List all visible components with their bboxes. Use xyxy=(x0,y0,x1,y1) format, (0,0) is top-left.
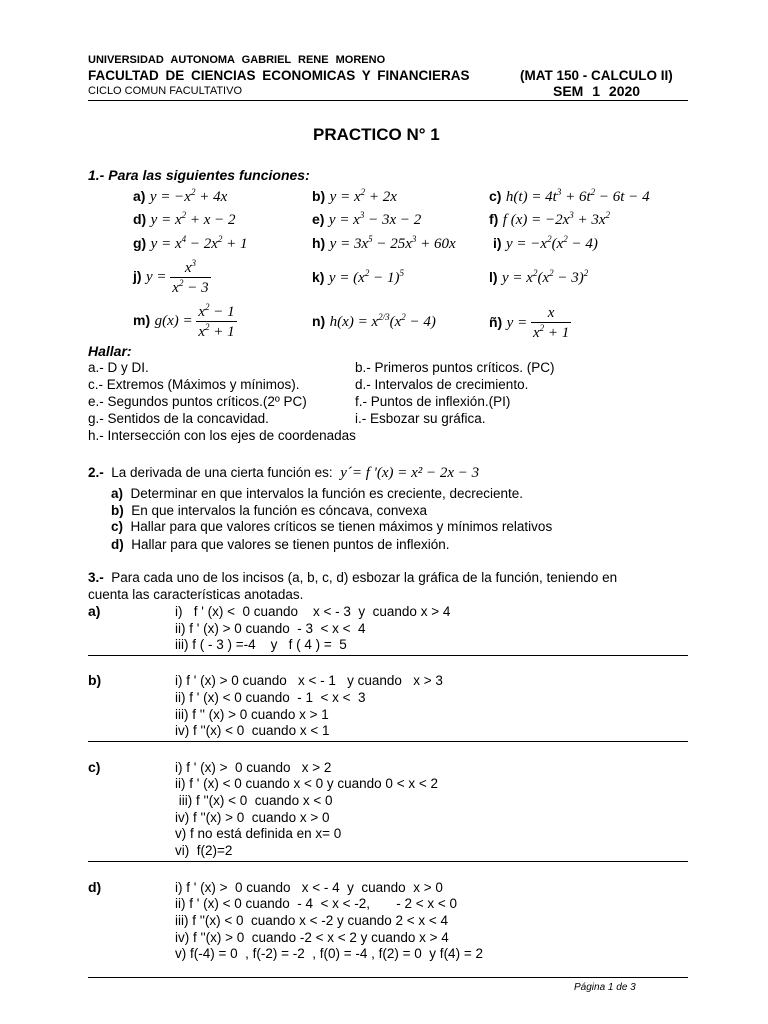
function-b: b) $y = x^2 + 2x$ xyxy=(312,187,397,205)
hallar-item-i: i.- Esbozar su gráfica. xyxy=(355,411,486,426)
part-d-line-1: i) f ' (x) > 0 cuando x < - 4 y cuando x > 0 xyxy=(175,880,443,895)
function-g: g) $y = x^4 - 2x^2 + 1$ xyxy=(133,234,248,252)
page-title: PRACTICO N° 1 xyxy=(313,125,440,144)
section2-item-b: b) En que intervalos la función es cóncava, convexa xyxy=(111,503,427,518)
function-e: e) $y = x^3 - 3x - 2$ xyxy=(312,210,422,228)
divider-b xyxy=(88,741,688,742)
part-d-label: d) xyxy=(88,879,102,895)
section3-line2: cuenta las características anotadas. xyxy=(88,587,304,602)
cycle-name: CICLO COMUN FACULTATIVO xyxy=(88,85,243,97)
faculty-name: FACULTAD DE CIENCIAS ECONOMICAS Y FINANCIERAS xyxy=(88,68,470,83)
hallar-item-d: d.- Intervalos de crecimiento. xyxy=(355,377,529,392)
part-a-label: a) xyxy=(88,603,101,619)
function-l: l) $y = x^2(x^2 - 3)^2$ xyxy=(489,268,589,286)
part-b-line-3: iii) f '' (x) > 0 cuando x > 1 xyxy=(175,707,329,722)
function-f: f) f $(x) = -2x^3 + 3x^2$ xyxy=(489,210,611,228)
part-c-line-4: iv) f ''(x) > 0 cuando x > 0 xyxy=(175,810,330,825)
section2-item-a: a) Determinar en que intervalos la función es creciente, decreciente. xyxy=(111,486,523,501)
university-name: UNIVERSIDAD AUTONOMA GABRIEL RENE MORENO xyxy=(88,54,386,66)
section2-intro: 2.- La derivada de una cierta función es: y´= f '(x) = x² − 2x − 3 xyxy=(88,465,480,481)
part-b-line-1: i) f ' (x) > 0 cuando x < - 1 y cuando x > 3 xyxy=(175,673,443,688)
section2-item-d: d) Hallar para que valores se tienen puntos de inflexión. xyxy=(111,537,450,552)
hallar-item-g: g.- Sentidos de la concavidad. xyxy=(88,411,269,426)
function-c: c) $h(t) = 4t^3 + 6t^2 - 6t - 4$ xyxy=(489,187,650,205)
function-enye: ñ) y = $\frac{x}{x^2 + 1}$ xyxy=(489,305,570,341)
header-rule xyxy=(88,100,688,101)
semester: SEM 1 2020 xyxy=(553,83,641,99)
part-d-line-5: v) f(-4) = 0 , f(-2) = -2 , f(0) = -4 , f(2) = 0 y f(4) = 2 xyxy=(175,946,483,961)
footer-rule xyxy=(88,977,688,978)
divider-c xyxy=(88,861,688,862)
part-a-line-2: ii) f ' (x) > 0 cuando - 3 < x < 4 xyxy=(175,621,366,636)
function-j: j) y = $\frac{x^3}{x^2 - 3}$ xyxy=(133,258,209,296)
part-a-line-1: i) f ' (x) < 0 cuando x < - 3 y cuando x > 4 xyxy=(175,604,451,619)
page-number: Página 1 de 3 xyxy=(574,982,636,993)
function-d: d) $y = x^2 + x - 2$ xyxy=(133,210,236,228)
hallar-item-c: c.- Extremos (Máximos y mínimos). xyxy=(88,377,300,392)
hallar-item-e: e.- Segundos puntos críticos.(2º PC) xyxy=(88,394,307,409)
hallar-item-f: f.- Puntos de inflexión.(PI) xyxy=(355,394,511,409)
function-n: n) $h(x) = x^{2/3}(x^2 - 4)$ xyxy=(312,312,436,330)
part-d-line-4: iv) f ''(x) > 0 cuando -2 < x < 2 y cuando x > 4 xyxy=(175,930,449,945)
part-c-line-2: ii) f ' (x) < 0 cuando x < 0 y cuando 0 < x < 2 xyxy=(175,776,438,791)
divider-a xyxy=(88,655,688,656)
section3-line1: 3.- Para cada uno de los incisos (a, b, c, d) esbozar la gráfica de la función, teniendo en xyxy=(88,570,618,585)
function-k: k) $y = (x^2 - 1)^5$ xyxy=(312,268,404,286)
part-d-line-3: iii) f ''(x) < 0 cuando x < -2 y cuando 2 < x < 4 xyxy=(175,913,449,928)
hallar-item-b: b.- Primeros puntos críticos. (PC) xyxy=(355,360,555,375)
hallar-heading: Hallar: xyxy=(88,343,132,359)
part-b-label: b) xyxy=(88,672,102,688)
part-c-line-1: i) f ' (x) > 0 cuando x > 2 xyxy=(175,760,332,775)
section1-heading: 1.- Para las siguientes funciones: xyxy=(88,167,310,183)
part-a-line-3: iii) f ( - 3 ) =-4 y f ( 4 ) = 5 xyxy=(175,637,347,652)
course-name: (MAT 150 - CALCULO II) xyxy=(520,68,673,83)
part-c-line-6: vi) f(2)=2 xyxy=(175,843,233,858)
derivative-formula: y´= f '(x) = x² − 2x − 3 xyxy=(340,465,480,481)
function-h: h) $y = 3x^5 - 25x^3 + 60x$ xyxy=(312,234,456,252)
part-d-line-2: ii) f ' (x) < 0 cuando - 4 < x < -2, - 2 < x < 0 xyxy=(175,896,458,911)
part-b-line-4: iv) f ''(x) < 0 cuando x < 1 xyxy=(175,723,330,738)
part-c-line-3: iii) f ''(x) < 0 cuando x < 0 xyxy=(175,793,333,808)
function-i: i) $y = -x^2(x^2 - 4)$ xyxy=(493,234,598,252)
part-c-line-5: v) f no está definida en x= 0 xyxy=(175,826,342,841)
hallar-item-a: a.- D y DI. xyxy=(88,360,149,375)
part-b-line-2: ii) f ' (x) < 0 cuando - 1 < x < 3 xyxy=(175,690,366,705)
function-m: m) g(x) = $\frac{x^2 - 1}{x^2 + 1}$ xyxy=(133,302,235,340)
section2-item-c: c) Hallar para que valores críticos se tienen máximos y mínimos relativos xyxy=(111,519,553,534)
function-a: a) $y = -x^2 + 4x$ xyxy=(133,187,228,205)
hallar-item-h: h.- Intersección con los ejes de coordenadas xyxy=(88,428,356,443)
part-c-label: c) xyxy=(88,759,101,775)
